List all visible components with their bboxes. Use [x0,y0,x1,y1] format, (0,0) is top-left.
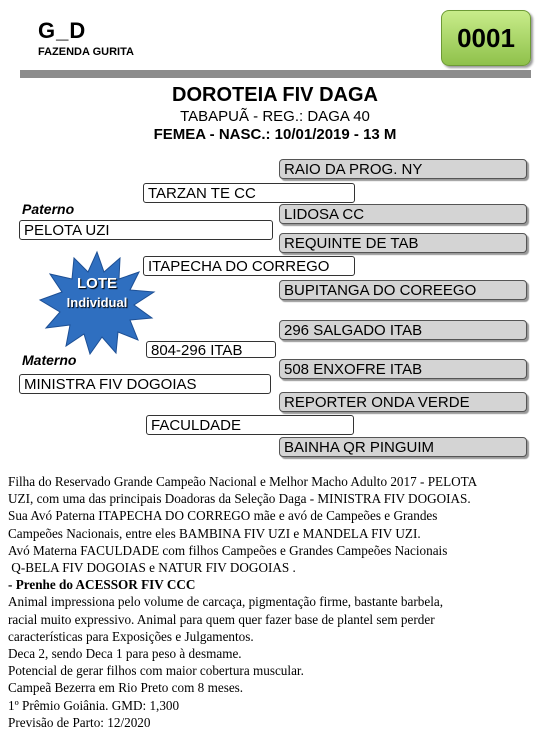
sex-birth-date: FEMEA - NASC.: 10/01/2019 - 13 M [153,126,397,143]
pedigree-dam-dam-dam: BAINHA QR PINGUIM [279,437,527,457]
individual-lot-badge [34,250,160,356]
pedigree-dam: MINISTRA FIV DOGOIAS [19,374,271,394]
description-line: Filha do Reservado Grande Campeão Nacional e Melhor Macho Adulto 2017 - PELOTA [8,474,478,489]
pedigree-dam-sire: 804-296 ITAB [146,341,276,358]
pedigree-sire-sire-sire: RAIO DA PROG. NY [279,159,527,179]
pedigree-sire-sire-dam: LIDOSA CC [279,204,527,224]
pedigree-sire-dam-sire: REQUINTE DE TAB [279,233,527,253]
pedigree-dam-sire-dam: 508 ENXOFRE ITAB [279,359,527,379]
description-line: Q-BELA FIV DOGOIAS e NATUR FIV DOGOIAS . [8,560,296,576]
header-divider [20,70,531,78]
description-line: racial muito expressivo. Animal para quem quer fazer base de plantel sem perder [8,611,435,627]
pregnancy-line: - Prenhe do ACESSOR FIV CCC [8,577,196,593]
breed-registration: TABAPUÃ - REG.: DAGA 40 [180,108,370,125]
description-line: 1º Prêmio Goiânia. GMD: 1,300 [8,697,180,713]
pedigree-dam-dam-sire: REPORTER ONDA VERDE [279,392,527,412]
badge-subtitle: Individual [66,295,128,310]
paternal-label: Paterno [22,201,75,217]
description-line: Campeã Bezerra em Rio Preto com 8 meses. [8,680,244,696]
description-line: Campeões Nacionais, entre eles BAMBINA FIV UZI e MANDELA FIV UZI. [8,525,421,541]
lot-number-badge: 0001 [441,10,531,66]
farm-name: FAZENDA GURITA [38,46,134,58]
description-line: características para Exposições e Julgamentos. [8,628,254,644]
brand-logo: G_D [38,18,87,43]
animal-name: DOROTEIA FIV DAGA [172,84,378,106]
pedigree-sire-dam-dam: BUPITANGA DO COREEGO [279,280,527,300]
description-line: Deca 2, sendo Deca 1 para peso à desmame. [8,646,242,662]
badge-title: LOTE [77,275,117,292]
description-line: Previsão de Parto: 12/2020 [8,714,151,730]
pedigree-sire: PELOTA UZI [19,220,273,240]
maternal-label: Materno [22,352,77,368]
pedigree-sire-dam: ITAPECHA DO CORREGO [143,256,355,276]
description-line: UZI, com uma das principais Doadoras da Seleção Daga - MINISTRA FIV DOGOIAS. [8,491,471,507]
description-line: Avó Materna FACULDADE com filhos Campeões e Grandes Campeões Nacionais [8,542,448,558]
pedigree-sire-sire: TARZAN TE CC [143,183,355,203]
pedigree-dam-sire-sire: 296 SALGADO ITAB [279,320,527,340]
description-line: Sua Avó Paterna ITAPECHA DO CORREGO mãe e avó de Campeões e Grandes [8,508,438,524]
pedigree-dam-dam: FACULDADE [146,415,354,435]
description-line: Potencial de gerar filhos com maior cobertura muscular. [8,663,304,679]
animal-description [8,473,543,731]
description-line: Animal impressiona pelo volume de carcaça, pigmentação firme, bastante barbela, [8,594,444,610]
